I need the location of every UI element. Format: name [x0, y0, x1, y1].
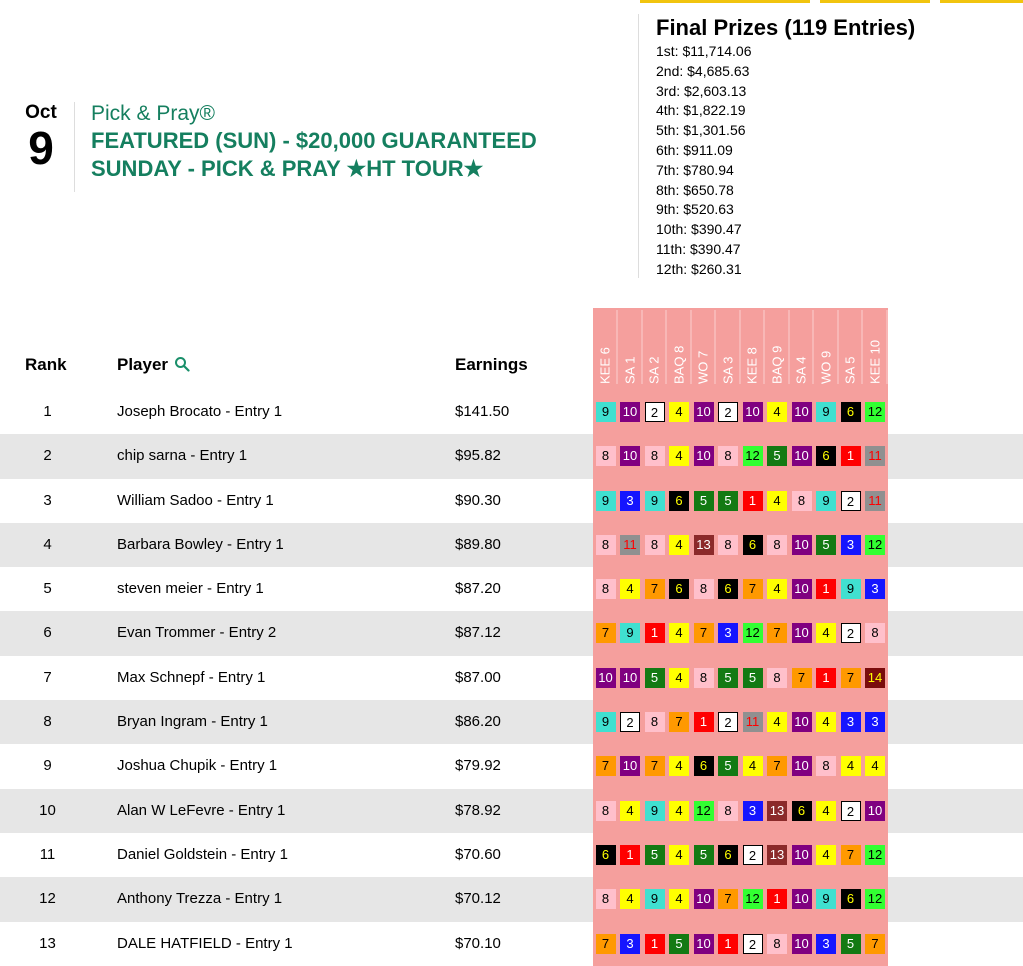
pick-badge: 4 — [620, 889, 640, 909]
prize-item: 1st: $11,714.06 — [656, 43, 752, 59]
prize-item: 2nd: $4,685.63 — [656, 62, 750, 79]
pick-strip — [593, 833, 888, 877]
pick-badge: 4 — [669, 845, 689, 865]
pick-badge: 9 — [841, 579, 861, 599]
pick-badge: 1 — [718, 934, 738, 954]
event-subtitle: Pick & Pray® — [91, 102, 216, 125]
pick-badge: 2 — [718, 402, 738, 422]
pick-badge: 5 — [718, 491, 738, 511]
pick-strip — [593, 611, 888, 655]
table-row[interactable] — [0, 611, 1023, 655]
pick-badge: 10 — [792, 623, 812, 643]
prize-item: 4th: $1,822.19 — [656, 102, 746, 119]
pick-badge: 7 — [645, 756, 665, 776]
pick-badge: 8 — [792, 491, 812, 511]
pick-badge: 12 — [694, 801, 714, 821]
pick-badge: 10 — [620, 756, 640, 776]
pick-badge: 4 — [669, 535, 689, 555]
pick-badge: 9 — [816, 491, 836, 511]
pick-badge: 1 — [841, 446, 861, 466]
pick-badge: 4 — [767, 402, 787, 422]
earnings-cell: $141.50 — [455, 403, 510, 420]
search-icon[interactable] — [174, 356, 190, 377]
pick-badge: 7 — [767, 623, 787, 643]
pick-badge: 11 — [865, 446, 885, 466]
pick-strip — [593, 567, 888, 611]
pick-badge: 8 — [645, 535, 665, 555]
race-header: KEE 6 — [593, 310, 618, 384]
pick-badge: 12 — [743, 446, 763, 466]
race-header: WO 7 — [691, 310, 716, 384]
pick-badge: 8 — [767, 934, 787, 954]
prizes-heading: Final Prizes (119 Entries) — [656, 15, 916, 40]
pick-badge: 8 — [645, 446, 665, 466]
pick-badge: 13 — [767, 845, 787, 865]
pick-badge: 12 — [865, 402, 885, 422]
player-name[interactable]: Alan W LeFevre - Entry 1 — [117, 801, 286, 819]
player-name[interactable]: DALE HATFIELD - Entry 1 — [117, 934, 293, 952]
pick-badge: 5 — [645, 668, 665, 688]
pick-badge: 10 — [792, 756, 812, 776]
pick-badge: 7 — [841, 845, 861, 865]
pick-badge: 13 — [694, 535, 714, 555]
pick-badge: 7 — [596, 756, 616, 776]
pick-badge: 4 — [620, 579, 640, 599]
pick-badge: 3 — [816, 934, 836, 954]
rank-cell: 13 — [39, 934, 56, 952]
pick-badge: 10 — [865, 801, 885, 821]
table-row[interactable] — [0, 567, 1023, 611]
prize-item: 10th: $390.47 — [656, 221, 742, 238]
pick-badge: 6 — [718, 845, 738, 865]
pick-badge: 7 — [718, 889, 738, 909]
pick-badge: 8 — [596, 535, 616, 555]
race-header: KEE 10 — [863, 310, 888, 384]
pick-badge: 7 — [841, 668, 861, 688]
pick-badge: 7 — [792, 668, 812, 688]
race-header: BAQ 9 — [765, 310, 790, 384]
pick-badge: 5 — [767, 446, 787, 466]
pick-badge: 4 — [767, 712, 787, 732]
pick-badge: 12 — [743, 623, 763, 643]
pick-badge: 6 — [841, 889, 861, 909]
pick-badge: 3 — [620, 491, 640, 511]
pick-badge: 4 — [816, 623, 836, 643]
top-tab[interactable] — [640, 0, 810, 3]
pick-badge: 2 — [645, 402, 665, 422]
earnings-cell: $87.00 — [455, 668, 501, 686]
pick-badge: 8 — [596, 801, 616, 821]
prize-item: 7th: $780.94 — [656, 161, 734, 178]
pick-badge: 8 — [596, 579, 616, 599]
prize-item: 8th: $650.78 — [656, 181, 734, 198]
table-row[interactable] — [0, 833, 1023, 877]
rank-cell: 7 — [43, 668, 52, 686]
pick-strip — [593, 789, 888, 833]
table-row[interactable] — [0, 744, 1023, 788]
rank-cell: 5 — [43, 580, 52, 598]
prize-item: 9th: $520.63 — [656, 201, 734, 218]
pick-badge: 12 — [743, 889, 763, 909]
event-title-line2: SUNDAY - PICK & PRAY ★HT TOUR★ — [91, 156, 484, 181]
pick-badge: 4 — [865, 756, 885, 776]
pick-badge: 3 — [718, 623, 738, 643]
player-header-label: Player — [117, 355, 169, 374]
pick-strip — [593, 744, 888, 788]
pick-badge: 9 — [816, 402, 836, 422]
prize-item: 5th: $1,301.56 — [656, 122, 746, 139]
earnings-cell: $95.82 — [455, 447, 501, 465]
pick-badge: 9 — [645, 491, 665, 511]
pick-badge: 10 — [792, 889, 812, 909]
table-row[interactable] — [0, 922, 1023, 966]
pick-badge: 1 — [620, 845, 640, 865]
pick-badge: 3 — [620, 934, 640, 954]
pick-badge: 8 — [767, 668, 787, 688]
event-month: Oct — [25, 102, 57, 123]
player-name[interactable]: Evan Trommer - Entry 2 — [117, 624, 277, 642]
table-row[interactable] — [0, 700, 1023, 744]
pick-strip — [593, 390, 888, 434]
pick-badge: 9 — [620, 623, 640, 643]
event-date — [20, 102, 62, 172]
pick-strip — [593, 479, 888, 523]
pick-badge: 5 — [694, 845, 714, 865]
pick-badge: 5 — [645, 845, 665, 865]
earnings-cell: $79.92 — [455, 757, 501, 775]
pick-badge: 4 — [669, 623, 689, 643]
earnings-cell: $86.20 — [455, 713, 501, 731]
pick-badge: 5 — [718, 668, 738, 688]
pick-badge: 12 — [865, 889, 885, 909]
pick-badge: 2 — [841, 491, 861, 511]
top-tab[interactable] — [940, 0, 1023, 3]
pick-badge: 10 — [792, 934, 812, 954]
pick-badge: 8 — [865, 623, 885, 643]
pick-badge: 10 — [792, 402, 812, 422]
pick-badge: 8 — [718, 801, 738, 821]
table-row[interactable] — [0, 877, 1023, 921]
pick-badge: 9 — [596, 712, 616, 732]
pick-badge: 5 — [841, 934, 861, 954]
rank-cell: 3 — [43, 491, 52, 509]
pick-badge: 1 — [694, 712, 714, 732]
pick-badge: 10 — [792, 579, 812, 599]
rank-cell: 2 — [43, 447, 52, 465]
earnings-cell: $70.60 — [455, 845, 501, 863]
pick-badge: 10 — [694, 402, 714, 422]
rank-cell: 11 — [39, 845, 56, 863]
player-name[interactable]: Max Schnepf - Entry 1 — [117, 668, 266, 686]
pick-strip — [593, 656, 888, 700]
pick-badge: 7 — [596, 934, 616, 954]
pick-badge: 2 — [743, 845, 763, 865]
earnings-cell: $70.10 — [455, 934, 501, 952]
pick-badge: 8 — [694, 579, 714, 599]
pick-badge: 4 — [767, 579, 787, 599]
pick-badge: 11 — [743, 712, 763, 732]
pick-badge: 8 — [718, 446, 738, 466]
pick-badge: 7 — [743, 579, 763, 599]
pick-badge: 6 — [792, 801, 812, 821]
event-title-block — [91, 101, 537, 183]
table-row[interactable] — [0, 434, 1023, 478]
pick-badge: 1 — [816, 668, 836, 688]
table-row[interactable] — [0, 390, 1023, 434]
pick-badge: 6 — [694, 756, 714, 776]
pick-badge: 1 — [645, 623, 665, 643]
pick-badge: 1 — [767, 889, 787, 909]
pick-badge: 3 — [743, 801, 763, 821]
pick-badge: 4 — [816, 712, 836, 732]
pick-badge: 8 — [596, 446, 616, 466]
final-prizes-panel — [638, 14, 915, 278]
pick-badge: 10 — [792, 535, 812, 555]
pick-badge: 10 — [620, 446, 640, 466]
event-day: 9 — [28, 122, 54, 174]
table-row[interactable] — [0, 523, 1023, 567]
race-header: KEE 8 — [740, 310, 765, 384]
prize-item: 3rd: $2,603.13 — [656, 82, 747, 99]
pick-badge: 5 — [743, 668, 763, 688]
pick-badge: 10 — [792, 446, 812, 466]
race-header: SA 1 — [618, 310, 643, 384]
pick-badge: 9 — [645, 801, 665, 821]
race-header: SA 2 — [642, 310, 667, 384]
pick-badge: 3 — [865, 712, 885, 732]
pick-badge: 11 — [620, 535, 640, 555]
pick-badge: 8 — [718, 535, 738, 555]
race-header: BAQ 8 — [667, 310, 692, 384]
pick-badge: 8 — [694, 668, 714, 688]
player-name[interactable]: Barbara Bowley - Entry 1 — [117, 535, 284, 553]
race-header: SA 4 — [789, 310, 814, 384]
pick-badge: 10 — [743, 402, 763, 422]
pick-badge: 9 — [816, 889, 836, 909]
player-name[interactable]: Joshua Chupik - Entry 1 — [117, 757, 278, 775]
rank-header: Rank — [25, 355, 67, 374]
pick-badge: 4 — [669, 402, 689, 422]
player-name[interactable]: William Sadoo - Entry 1 — [117, 491, 274, 509]
player-name[interactable]: Anthony Trezza - Entry 1 — [117, 890, 283, 908]
pick-badge: 4 — [841, 756, 861, 776]
table-row[interactable] — [0, 656, 1023, 700]
pick-badge: 4 — [669, 756, 689, 776]
player-name[interactable]: Daniel Goldstein - Entry 1 — [117, 845, 288, 863]
earnings-cell: $70.12 — [455, 890, 501, 908]
pick-badge: 14 — [865, 668, 885, 688]
prize-item: 12th: $260.31 — [656, 260, 742, 277]
pick-badge: 4 — [620, 801, 640, 821]
table-row[interactable] — [0, 789, 1023, 833]
pick-badge: 4 — [743, 756, 763, 776]
pick-badge: 2 — [841, 801, 861, 821]
pick-badge: 3 — [841, 535, 861, 555]
player-name[interactable]: steven meier - Entry 1 — [117, 580, 264, 598]
pick-badge: 8 — [816, 756, 836, 776]
pick-badge: 5 — [816, 535, 836, 555]
pick-badge: 10 — [694, 446, 714, 466]
pick-badge: 1 — [743, 491, 763, 511]
earnings-header: Earnings — [455, 355, 528, 374]
pick-badge: 6 — [718, 579, 738, 599]
player-name[interactable]: Bryan Ingram - Entry 1 — [117, 713, 268, 731]
earnings-cell: $87.12 — [455, 624, 501, 642]
pick-badge: 6 — [669, 579, 689, 599]
pick-badge: 6 — [816, 446, 836, 466]
race-header: SA 3 — [716, 310, 741, 384]
pick-badge: 2 — [718, 712, 738, 732]
event-title-line1: FEATURED (SUN) - $20,000 GUARANTEED — [91, 128, 537, 153]
leaderboard-table — [0, 390, 1023, 966]
pick-badge: 10 — [694, 889, 714, 909]
pick-badge: 1 — [816, 579, 836, 599]
pick-badge: 5 — [669, 934, 689, 954]
pick-badge: 6 — [596, 845, 616, 865]
pick-badge: 9 — [645, 889, 665, 909]
rank-cell: 9 — [43, 757, 52, 775]
rank-cell: 8 — [43, 713, 52, 731]
earnings-cell: $90.30 — [455, 491, 501, 509]
pick-badge: 4 — [767, 491, 787, 511]
pick-strip — [593, 523, 888, 567]
pick-badge: 1 — [645, 934, 665, 954]
earnings-cell: $89.80 — [455, 535, 501, 553]
player-header — [117, 355, 190, 377]
pick-badge: 8 — [645, 712, 665, 732]
pick-badge: 9 — [596, 402, 616, 422]
pick-badge: 6 — [841, 402, 861, 422]
pick-badge: 2 — [841, 623, 861, 643]
player-name[interactable]: Joseph Brocato - Entry 1 — [117, 403, 283, 420]
pick-badge: 7 — [645, 579, 665, 599]
pick-badge: 10 — [792, 712, 812, 732]
player-name[interactable]: chip sarna - Entry 1 — [117, 447, 248, 465]
earnings-cell: $87.20 — [455, 580, 501, 598]
pick-badge: 13 — [767, 801, 787, 821]
pick-badge: 6 — [669, 491, 689, 511]
pick-badge: 8 — [767, 535, 787, 555]
pick-badge: 4 — [816, 801, 836, 821]
pick-badge: 5 — [694, 491, 714, 511]
pick-badge: 7 — [865, 934, 885, 954]
prize-item: 6th: $911.09 — [656, 141, 733, 158]
rank-cell: 6 — [43, 624, 52, 642]
pick-badge: 4 — [669, 668, 689, 688]
prize-list — [656, 42, 915, 280]
rank-cell: 12 — [39, 890, 56, 908]
pick-badge: 12 — [865, 535, 885, 555]
pick-badge: 10 — [620, 668, 640, 688]
divider — [74, 102, 75, 192]
pick-badge: 2 — [743, 934, 763, 954]
pick-badge: 8 — [596, 889, 616, 909]
pick-badge: 3 — [865, 579, 885, 599]
pick-badge: 7 — [669, 712, 689, 732]
pick-badge: 3 — [841, 712, 861, 732]
pick-badge: 11 — [865, 491, 885, 511]
pick-badge: 4 — [669, 801, 689, 821]
prize-item: 11th: $390.47 — [656, 240, 741, 257]
pick-badge: 10 — [620, 402, 640, 422]
race-header-strip — [593, 308, 888, 388]
pick-badge: 10 — [694, 934, 714, 954]
earnings-cell: $78.92 — [455, 801, 501, 819]
pick-badge: 7 — [767, 756, 787, 776]
pick-badge: 2 — [620, 712, 640, 732]
top-tab[interactable] — [820, 0, 930, 3]
pick-badge: 5 — [718, 756, 738, 776]
pick-strip — [593, 700, 888, 744]
pick-strip — [593, 877, 888, 921]
top-tab-strip — [0, 0, 1023, 4]
pick-badge: 6 — [743, 535, 763, 555]
table-row[interactable] — [0, 479, 1023, 523]
pick-strip — [593, 434, 888, 478]
race-header: SA 5 — [838, 310, 863, 384]
rank-cell: 4 — [43, 535, 52, 553]
rank-cell: 10 — [39, 801, 56, 819]
pick-badge: 4 — [816, 845, 836, 865]
pick-badge: 7 — [596, 623, 616, 643]
pick-badge: 12 — [865, 845, 885, 865]
rank-cell: 1 — [43, 403, 52, 420]
race-header: WO 9 — [814, 310, 839, 384]
pick-badge: 9 — [596, 491, 616, 511]
pick-badge: 4 — [669, 446, 689, 466]
pick-badge: 10 — [596, 668, 616, 688]
pick-strip — [593, 922, 888, 966]
pick-badge: 4 — [669, 889, 689, 909]
pick-badge: 7 — [694, 623, 714, 643]
pick-badge: 10 — [792, 845, 812, 865]
